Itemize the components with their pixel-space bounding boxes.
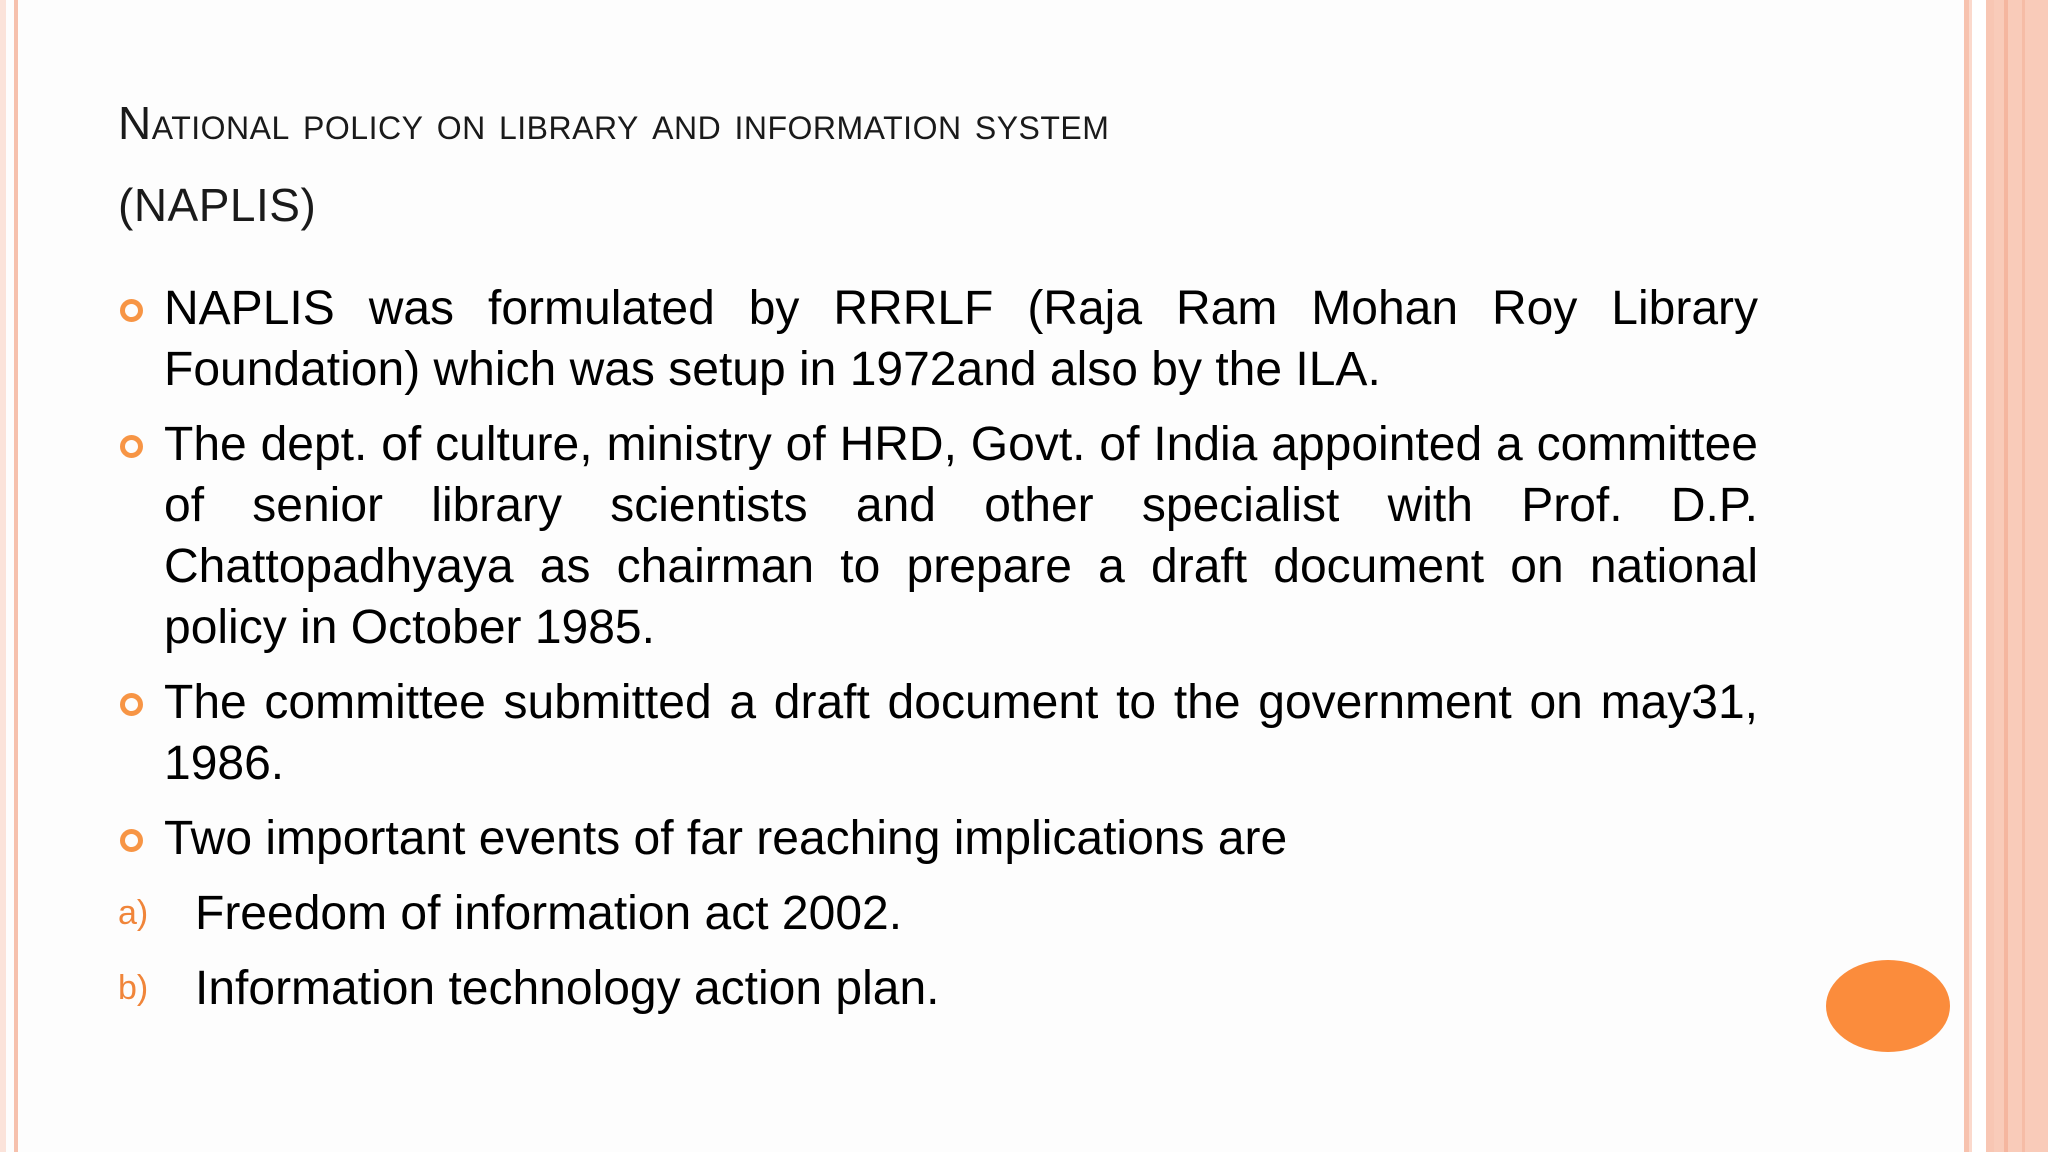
bullet-text: Two important events of far reaching implications are [164,812,1288,865]
bullet-item [118,808,1758,869]
bullet-ring-icon [120,693,143,716]
bullet-item [118,278,1758,400]
bullet-text: NAPLIS was formulated by RRRLF (Raja Ram Mohan Roy Library Foundation) which was setup in 1972and also by the ILA. [164,282,1758,396]
slide-content [118,278,1758,1033]
title-line-1: National policy on library and information system [118,97,1110,149]
stripe [2022,0,2025,1152]
bullet-text: The committee submitted a draft document to the government on may31, 1986. [164,676,1758,790]
sub-item-text: Freedom of information act 2002. [195,887,903,940]
orange-circle-decoration [1826,960,1950,1052]
title-line-2: (NAPLIS) [118,179,317,231]
bullet-ring-icon [120,829,143,852]
bullet-ring-icon [120,435,143,458]
sub-item-marker: b) [118,969,149,1007]
slide-title [118,82,1758,246]
stripe [1994,0,2048,1152]
stripe [1986,0,1994,1152]
left-border-light [0,0,6,1152]
sub-list-item [118,883,1758,944]
bullet-item [118,672,1758,794]
right-decorative-stripes [1964,0,2048,1152]
stripe [2004,0,2008,1152]
sub-item-marker: a) [118,894,149,932]
sub-list-item [118,958,1758,1019]
bullet-item [118,414,1758,658]
bullet-text: The dept. of culture, ministry of HRD, Govt. of India appointed a committee of senior library scientists and other specialist with Prof. D.P. Chattopadhyaya as chairman to prepare a draft document on national policy in October 1985. [164,418,1758,654]
bullet-ring-icon [120,299,143,322]
stripe [1969,0,1972,1152]
left-border-line [14,0,18,1152]
sub-item-text: Information technology action plan. [195,962,940,1015]
